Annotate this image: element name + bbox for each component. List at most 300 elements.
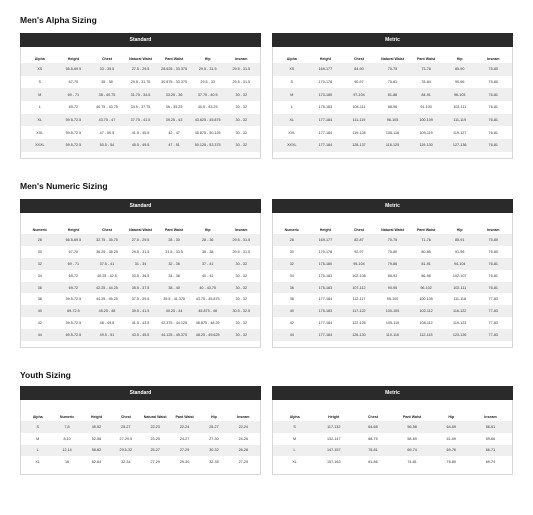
table-cell: 76-81 bbox=[488, 105, 498, 110]
table-cell: 34.5 - 37.75 bbox=[130, 105, 151, 110]
table-body bbox=[20, 400, 261, 475]
table-cell: 69-74 bbox=[485, 460, 496, 465]
table-cell: 69 - 71 bbox=[67, 92, 80, 97]
table-cell: 105-116 bbox=[385, 130, 400, 135]
column-headers bbox=[21, 400, 260, 421]
table-row bbox=[273, 329, 512, 341]
table-cell: 41.5 - 45.5 bbox=[131, 130, 150, 135]
table-cell: 42 bbox=[289, 321, 294, 326]
table-row bbox=[273, 88, 512, 101]
table-cell: 61-69 bbox=[446, 436, 456, 441]
table-cell: 50.125 - 53.375 bbox=[194, 143, 221, 148]
table-header: Metric bbox=[272, 199, 513, 213]
section-title-youth: Youth Sizing bbox=[20, 370, 71, 380]
table-body bbox=[272, 213, 513, 348]
table-cell: 30.875 - 33.375 bbox=[161, 80, 188, 85]
table-cell: 102-107 bbox=[452, 273, 467, 278]
table-cell: L bbox=[290, 105, 293, 110]
table-cell: 147-157 bbox=[326, 448, 341, 453]
table-cell: 36 - 38 bbox=[201, 249, 214, 254]
table-cell: 48 - 49.5 bbox=[99, 321, 115, 326]
table-cell: 69-72 bbox=[68, 273, 79, 278]
table-cell: 37 - 41 bbox=[201, 261, 214, 266]
table-cell: 25-27 bbox=[121, 424, 131, 429]
table-cell: 32 bbox=[37, 261, 42, 266]
table-cell: 95-100 bbox=[386, 297, 399, 302]
table-cell: 76-81 bbox=[488, 92, 498, 97]
table-row bbox=[21, 76, 260, 89]
table-cell: 37.75 - 41.5 bbox=[130, 118, 151, 123]
table-cell: 28 bbox=[37, 237, 42, 242]
table-cell: 43.5 - 45.5 bbox=[131, 333, 150, 338]
table-cell: 97-104 bbox=[353, 92, 365, 97]
table-cell: 132-147 bbox=[326, 436, 341, 441]
table-cell: M bbox=[36, 436, 40, 441]
table-cell: 36 bbox=[289, 285, 294, 290]
table-mens-alpha-standard bbox=[20, 33, 261, 159]
column-header: Hip bbox=[456, 227, 463, 232]
table-cell: M bbox=[290, 92, 294, 97]
table-cell: 12,14 bbox=[62, 448, 72, 453]
table-cell: 175-183 bbox=[318, 105, 333, 110]
table-cell: 88-96 bbox=[387, 105, 398, 110]
table-cell: XXXL bbox=[287, 143, 297, 148]
table-cell: 104-111 bbox=[352, 105, 366, 110]
table-cell: 75-80 bbox=[488, 67, 498, 72]
table-cell: 69.5-72.5 bbox=[65, 333, 82, 338]
table-row bbox=[21, 421, 260, 433]
table-cell: 69-76 bbox=[446, 448, 456, 453]
table-cell: 175-183 bbox=[318, 273, 333, 278]
column-header: Inseam bbox=[484, 414, 497, 419]
table-cell: 16 bbox=[65, 460, 70, 465]
table-cell: 76-81 bbox=[488, 261, 498, 266]
table-cell: 100-109 bbox=[419, 118, 433, 123]
table-row bbox=[21, 126, 260, 139]
table-cell: 58-69 bbox=[407, 436, 417, 441]
table-cell: 122-126 bbox=[352, 321, 366, 326]
table-row bbox=[21, 234, 260, 246]
table-cell: 32 bbox=[289, 261, 294, 266]
table-cell: M bbox=[38, 92, 42, 97]
table-header: Standard bbox=[20, 199, 261, 213]
table-cell: XXL bbox=[288, 130, 296, 135]
column-header: Hip bbox=[204, 227, 211, 232]
table-cell: 30 bbox=[289, 249, 294, 254]
table-cell: 59.5-72.5 bbox=[65, 118, 82, 123]
table-cell: 70-75 bbox=[387, 67, 398, 72]
table-row bbox=[273, 139, 512, 152]
table-cell: 40 - 43.75 bbox=[199, 285, 216, 290]
column-header: Alpha bbox=[32, 414, 43, 419]
table-row bbox=[21, 329, 260, 341]
table-cell: 34 - 38 bbox=[168, 273, 180, 278]
table-cell: 22-23 bbox=[150, 424, 160, 429]
column-header: Height bbox=[319, 56, 331, 61]
table-cell: 169-177 bbox=[318, 237, 333, 242]
table-cell: L bbox=[36, 448, 39, 453]
table-cell: 37.75 - 40.5 bbox=[197, 92, 218, 97]
table-cell: 42 bbox=[37, 321, 42, 326]
table-cell: 30.5 - 32.5 bbox=[232, 309, 251, 314]
table-cell: 80-85 bbox=[421, 249, 431, 254]
table-cell: 69-72 bbox=[68, 105, 79, 110]
table-cell: 24-26 bbox=[238, 436, 249, 441]
table-cell: 27-29 bbox=[150, 460, 160, 465]
table-cell: 116-122 bbox=[453, 309, 467, 314]
table-cell: 28 - 30 bbox=[168, 237, 180, 242]
table-cell: 177-184 bbox=[318, 321, 333, 326]
table-cell: 43.75 - 47 bbox=[98, 118, 116, 123]
table-cell: M bbox=[293, 436, 297, 441]
table-cell: 47 - 50.5 bbox=[99, 130, 115, 135]
table-cell: 40 bbox=[289, 309, 294, 314]
column-header: Pant Waist bbox=[416, 56, 436, 61]
column-header: Numeric bbox=[32, 227, 47, 232]
table-cell: 76-81 bbox=[488, 118, 498, 123]
table-cell: 44 bbox=[289, 333, 294, 338]
column-header: Chest bbox=[101, 227, 112, 232]
table-cell: 59.5-72.5 bbox=[65, 321, 82, 326]
column-header: Alpha bbox=[289, 414, 300, 419]
table-row bbox=[21, 293, 260, 305]
table-mens-numeric-metric bbox=[272, 199, 513, 348]
table-row bbox=[273, 76, 512, 89]
table-cell: XL bbox=[37, 118, 43, 123]
table-cell: 31 - 34 bbox=[134, 261, 147, 266]
table-cell: 42.375 - 44.125 bbox=[161, 321, 188, 326]
table-cell: 73-78 bbox=[421, 67, 431, 72]
table-cell: S bbox=[38, 80, 42, 85]
table-cell: 38 bbox=[37, 297, 42, 302]
table-cell: 41.5 - 43.5 bbox=[131, 321, 150, 326]
column-header: Chest bbox=[120, 414, 131, 419]
table-row bbox=[273, 305, 512, 317]
table-cell: 30 - 32 bbox=[235, 321, 247, 326]
column-header: Hip bbox=[456, 56, 463, 61]
table-cell: 70-75 bbox=[387, 237, 398, 242]
table-cell: 46.875 - 48.25 bbox=[195, 321, 220, 326]
table-cell: 38 - 40 bbox=[168, 285, 180, 290]
table-cell: 35 - 38 bbox=[101, 80, 113, 85]
table-cell: 66-71 bbox=[485, 448, 496, 453]
table-cell: 29.5 - 33 bbox=[200, 80, 215, 85]
column-header: Numeric bbox=[284, 227, 299, 232]
table-row bbox=[273, 234, 512, 246]
table-cell: 33.25 - 36 bbox=[165, 92, 183, 97]
column-header: Alpha bbox=[34, 56, 45, 61]
table-cell: 59.5-72.5 bbox=[65, 297, 82, 302]
table-cell: 71-76 bbox=[421, 237, 431, 242]
table-cell: 45.875 - 50.125 bbox=[194, 130, 221, 135]
table-cell: 7,8 bbox=[64, 424, 70, 429]
table-cell: 67-70 bbox=[68, 249, 79, 254]
table-cell: 107-112 bbox=[352, 285, 366, 290]
table-cell: 86-96 bbox=[421, 273, 431, 278]
table-cell: 85-91 bbox=[454, 237, 465, 242]
table-cell: 64-68 bbox=[368, 424, 378, 429]
table-row bbox=[21, 445, 260, 457]
table-cell: 40.25 - 42.5 bbox=[97, 273, 117, 278]
table-cell: 34 bbox=[289, 273, 294, 278]
section-title-mens-numeric: Men's Numeric Sizing bbox=[20, 181, 108, 191]
table-cell: XXXL bbox=[35, 143, 45, 148]
table-cell: 40 bbox=[37, 309, 42, 314]
column-header: Natural Waist bbox=[143, 414, 167, 419]
table-cell: 45-52 bbox=[91, 424, 102, 429]
table-cell: 52-58 bbox=[91, 436, 102, 441]
table-row bbox=[273, 317, 512, 329]
table-cell: 64-69 bbox=[446, 424, 456, 429]
table-cell: 90-95 bbox=[387, 285, 398, 290]
table-cell: 28 - 36 bbox=[201, 237, 214, 242]
table-cell: 109-119 bbox=[419, 130, 433, 135]
table-cell: 29.5 - 31.5 bbox=[131, 249, 150, 254]
table-cell: 30-32 bbox=[209, 448, 219, 453]
table-cell: 29.5 - 31.5 bbox=[232, 237, 251, 242]
table-cell: 111-116 bbox=[453, 297, 467, 302]
table-row bbox=[273, 126, 512, 139]
table-cell: 31.5 - 33.5 bbox=[165, 249, 183, 254]
column-headers bbox=[21, 213, 260, 234]
table-cell: 30 - 32 bbox=[235, 105, 247, 110]
table-cell: 39.25 - 43 bbox=[165, 118, 183, 123]
table-cell: L bbox=[293, 448, 296, 453]
table-cell: 55.5-69.5 bbox=[65, 67, 82, 72]
table-cell: 8,10 bbox=[63, 436, 71, 441]
table-cell: 40 - 42 bbox=[201, 273, 214, 278]
table-cell: 91-100 bbox=[420, 105, 432, 110]
table-cell: 175-180 bbox=[318, 261, 333, 266]
table-row bbox=[273, 270, 512, 282]
table-cell: 170-178 bbox=[318, 249, 333, 254]
table-header: Metric bbox=[272, 33, 513, 47]
table-cell: 110-116 bbox=[386, 333, 400, 338]
table-cell: 32-35 bbox=[209, 460, 219, 465]
column-header: Inseam bbox=[235, 227, 248, 232]
table-cell: 34 bbox=[37, 273, 42, 278]
table-cell: 27-30 bbox=[209, 436, 219, 441]
column-header: Height bbox=[67, 56, 79, 61]
table-cell: 157-163 bbox=[326, 460, 341, 465]
table-cell: 30 - 32 bbox=[235, 297, 247, 302]
table-cell: 30 - 32 bbox=[235, 285, 247, 290]
column-header: Pant Waist bbox=[416, 227, 436, 232]
table-cell: 32 - 36 bbox=[168, 261, 180, 266]
table-rows bbox=[273, 421, 512, 468]
table-cell: 33.5 - 36.5 bbox=[131, 273, 150, 278]
table-cell: 35.5 - 37.5 bbox=[131, 285, 150, 290]
table-row bbox=[21, 317, 260, 329]
table-cell: 27.5 - 29.5 bbox=[131, 237, 150, 242]
table-cell: 111-119 bbox=[453, 118, 467, 123]
table-cell: 76-89 bbox=[446, 460, 456, 465]
column-header: Numeric bbox=[59, 414, 75, 419]
table-cell: 75-81 bbox=[387, 80, 398, 85]
table-cell: 108-112 bbox=[419, 321, 433, 326]
table-row bbox=[21, 139, 260, 152]
table-cell: 24-27 bbox=[179, 436, 190, 441]
table-cell: 78-84 bbox=[421, 80, 431, 85]
table-cell: 177-184 bbox=[318, 297, 333, 302]
column-header: Natural Waist bbox=[381, 227, 404, 232]
table-header: Metric bbox=[272, 386, 513, 400]
table-cell: 102-112 bbox=[419, 309, 433, 314]
table-cell: 59.5-72.5 bbox=[65, 143, 82, 148]
table-cell: 26-28 bbox=[238, 448, 249, 453]
table-row bbox=[273, 445, 512, 457]
table-row bbox=[273, 246, 512, 258]
table-cell: 177-184 bbox=[318, 333, 333, 338]
table-cell: 30 - 32 bbox=[235, 143, 247, 148]
table-mens-numeric-standard bbox=[20, 199, 261, 348]
table-cell: 37.5 - 41 bbox=[99, 261, 115, 266]
table-row bbox=[21, 88, 260, 101]
table-rows bbox=[21, 421, 260, 468]
table-cell: 56-58 bbox=[407, 424, 417, 429]
table-cell: 44.125 - 45.375 bbox=[161, 333, 188, 338]
table-row bbox=[273, 282, 512, 294]
table-cell: 119-127 bbox=[453, 130, 467, 135]
table-cell: 27-29 bbox=[238, 460, 249, 465]
table-cell: 90-97 bbox=[354, 80, 364, 85]
table-cell: XXL bbox=[36, 130, 44, 135]
table-cell: 75-80 bbox=[488, 80, 498, 85]
column-header: Chest bbox=[367, 414, 378, 419]
column-header: Inseam bbox=[235, 56, 248, 61]
table-cell: 119-130 bbox=[419, 143, 433, 148]
table-cell: 92-97 bbox=[354, 249, 364, 254]
table-cell: 90-96 bbox=[454, 80, 465, 85]
table-cell: 30 - 32 bbox=[235, 273, 247, 278]
table-cell: 96-102 bbox=[420, 285, 432, 290]
table-cell: 177-184 bbox=[318, 118, 333, 123]
table-cell: 56-61 bbox=[485, 424, 496, 429]
table-cell: XL bbox=[289, 118, 295, 123]
table-cell: 100-105 bbox=[385, 309, 400, 314]
table-cell: 82-87 bbox=[354, 237, 364, 242]
table-rows bbox=[273, 63, 512, 152]
table-cell: 79-86 bbox=[387, 261, 398, 266]
table-row bbox=[21, 101, 260, 114]
table-cell: 117-132 bbox=[327, 424, 341, 429]
table-rows bbox=[273, 234, 512, 341]
table-cell: 75-80 bbox=[488, 237, 498, 242]
table-cell: 45.875 - 48 bbox=[198, 309, 218, 314]
table-cell: 69 - 71 bbox=[67, 261, 80, 266]
column-header: Height bbox=[319, 227, 331, 232]
table-body bbox=[20, 47, 261, 159]
table-cell: 173-180 bbox=[318, 92, 333, 97]
table-cell: 75-80 bbox=[387, 249, 398, 254]
table-cell: 117-122 bbox=[352, 309, 366, 314]
column-header: Hip bbox=[204, 56, 211, 61]
table-row bbox=[21, 246, 260, 258]
table-cell: 69-74 bbox=[407, 448, 417, 453]
column-header: Natural Waist bbox=[129, 227, 152, 232]
table-cell: 29.5 - 31.5 bbox=[232, 249, 251, 254]
column-header: Alpha bbox=[286, 56, 297, 61]
table-cell: 29.5-32 bbox=[119, 448, 133, 453]
table-row bbox=[21, 63, 260, 76]
table-row bbox=[273, 456, 512, 468]
table-cell: 96-105 bbox=[386, 118, 399, 123]
table-cell: 68-75 bbox=[368, 436, 378, 441]
column-header: Inseam bbox=[237, 414, 250, 419]
table-cell: 119-128 bbox=[352, 130, 366, 135]
table-cell: 77-83 bbox=[488, 333, 498, 338]
column-header: Pant Waist bbox=[175, 414, 194, 419]
column-headers bbox=[273, 400, 512, 421]
table-body bbox=[20, 213, 261, 348]
table-row bbox=[273, 433, 512, 445]
table-row bbox=[273, 421, 512, 433]
table-cell: 81-91 bbox=[421, 261, 431, 266]
table-cell: 112-115 bbox=[419, 333, 433, 338]
table-cell: 29.5 - 31.5 bbox=[232, 80, 251, 85]
table-cell: 128-137 bbox=[352, 143, 366, 148]
table-cell: 94-104 bbox=[453, 261, 466, 266]
table-cell: 126-130 bbox=[352, 333, 366, 338]
table-cell: XS bbox=[289, 67, 295, 72]
column-header: Hip bbox=[211, 414, 217, 419]
table-cell: 76-81 bbox=[488, 273, 498, 278]
table-cell: 49.5 - 51 bbox=[99, 333, 115, 338]
section-title-mens-alpha: Men's Alpha Sizing bbox=[20, 15, 97, 25]
table-youth-metric bbox=[272, 386, 513, 475]
table-row bbox=[273, 293, 512, 305]
table-cell: 30 - 32 bbox=[235, 118, 247, 123]
table-cell: 119-123 bbox=[453, 321, 467, 326]
column-header: Pant Waist bbox=[402, 414, 422, 419]
table-row bbox=[273, 63, 512, 76]
table-cell: 42.25 - 44.25 bbox=[96, 285, 118, 290]
table-cell: 38 bbox=[289, 297, 294, 302]
table-cell: 175-183 bbox=[318, 285, 333, 290]
column-header: Chest bbox=[353, 227, 364, 232]
table-cell: 44.25 - 45.25 bbox=[96, 297, 118, 302]
table-cell: 77-83 bbox=[488, 309, 498, 314]
table-cell: 66.5-69.5 bbox=[65, 237, 82, 242]
table-cell: XL bbox=[292, 460, 297, 465]
table-cell: 39.5 - 41.375 bbox=[163, 297, 185, 302]
table-cell: 25-27 bbox=[209, 424, 219, 429]
table-cell: 67-70 bbox=[68, 80, 79, 85]
table-cell: 91-96 bbox=[454, 249, 465, 254]
table-cell: 76-81 bbox=[488, 285, 498, 290]
column-headers bbox=[273, 213, 512, 234]
table-cell: 69-72.5 bbox=[67, 309, 80, 314]
table-row bbox=[273, 114, 512, 127]
table-cell: 112-117 bbox=[352, 297, 366, 302]
table-cell: 29.5 - 31.5 bbox=[232, 67, 251, 72]
table-cell: S bbox=[293, 424, 296, 429]
table-rows bbox=[21, 234, 260, 341]
table-cell: 30 bbox=[37, 249, 42, 254]
table-row bbox=[21, 456, 260, 468]
table-cell: 111-119 bbox=[352, 118, 366, 123]
table-rows bbox=[21, 63, 260, 152]
table-row bbox=[273, 258, 512, 270]
table-cell: 28 bbox=[289, 237, 294, 242]
table-cell: 30 - 32 bbox=[235, 333, 247, 338]
table-cell: 48.25 - 49.625 bbox=[195, 333, 220, 338]
table-cell: 36.25 - 38.25 bbox=[96, 249, 118, 254]
table-cell: 170-178 bbox=[318, 80, 333, 85]
table-cell: 43.75 - 45.875 bbox=[195, 297, 220, 302]
table-cell: 85-93 bbox=[387, 273, 398, 278]
table-row bbox=[21, 282, 260, 294]
